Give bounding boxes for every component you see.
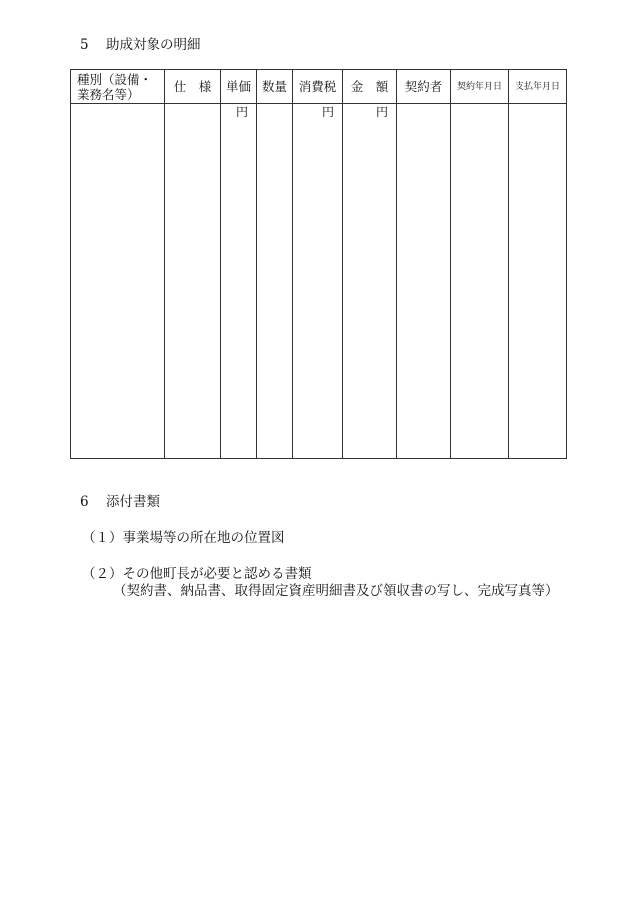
attachment-item-2: （２）その他町長が必要と認める書類 (82, 566, 312, 582)
cell-spec[interactable] (165, 104, 221, 459)
table-header-row (71, 70, 567, 104)
cell-contractor[interactable] (397, 104, 451, 459)
tax-yen: 円 (321, 105, 334, 119)
section-5-title: 助成対象の明細 (106, 37, 201, 53)
header-type (71, 70, 165, 104)
header-unit-price: 単価 (221, 70, 257, 104)
header-type-line2: 業務名等） (77, 86, 140, 102)
cell-quantity[interactable] (257, 104, 293, 459)
subsidy-detail-table (70, 69, 567, 459)
header-spec: 仕 様 (165, 70, 221, 104)
attachment-item-1: （１）事業場等の所在地の位置図 (82, 530, 285, 546)
section-5-number: 5 (80, 37, 89, 53)
unit-price-yen: 円 (235, 105, 248, 119)
cell-contract-date[interactable] (451, 104, 509, 459)
section-6-heading (80, 494, 160, 510)
header-tax: 消費税 (293, 70, 343, 104)
header-type-line1: 種別（設備・ (77, 71, 153, 87)
cell-tax[interactable] (293, 104, 343, 459)
amount-yen: 円 (375, 105, 388, 119)
cell-type[interactable] (71, 104, 165, 459)
cell-amount[interactable] (343, 104, 397, 459)
section-5-heading (80, 37, 201, 53)
header-quantity: 数量 (257, 70, 293, 104)
header-contractor: 契約者 (397, 70, 451, 104)
cell-payment-date[interactable] (509, 104, 567, 459)
attachment-item-2-detail: （契約書、納品書、取得固定資産明細書及び領収書の写し、完成写真等） (113, 583, 559, 599)
header-contract-date: 契約年月日 (451, 70, 509, 104)
header-amount: 金 額 (343, 70, 397, 104)
header-payment-date: 支払年月日 (509, 70, 567, 104)
section-6-title: 添付書類 (106, 494, 160, 510)
section-6-number: 6 (80, 494, 89, 510)
table-row (71, 104, 567, 459)
cell-unit-price[interactable] (221, 104, 257, 459)
